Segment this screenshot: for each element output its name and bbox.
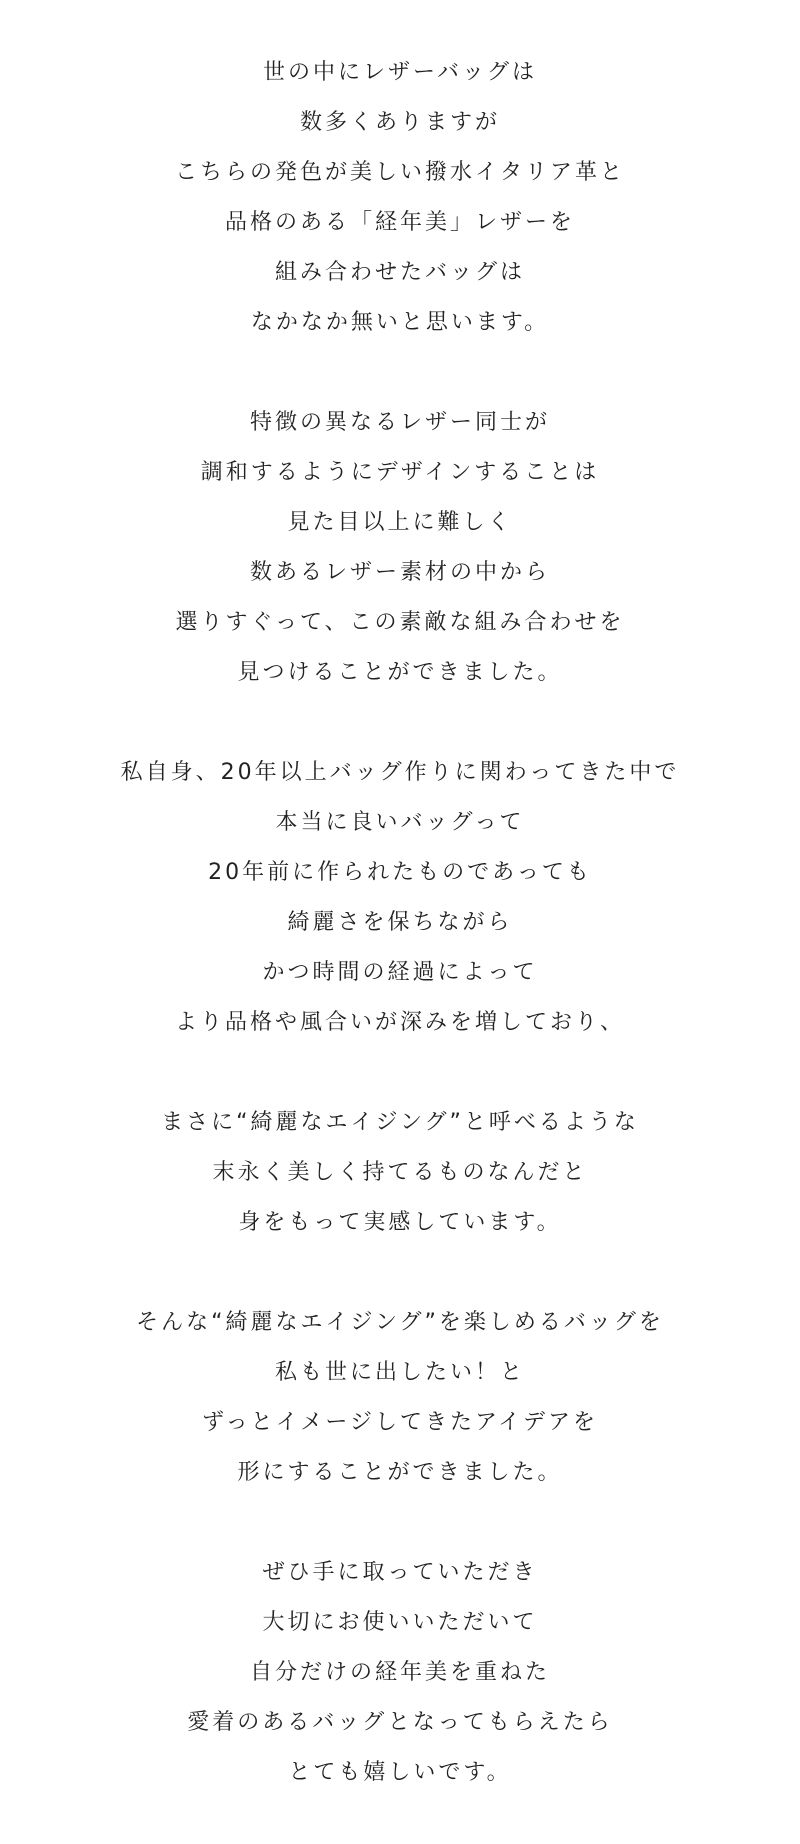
text-line: 特徴の異なるレザー同士が <box>249 410 550 435</box>
text-line: 品格のある「経年美」レザーを <box>224 210 575 235</box>
text-line: 私自身、20年以上バッグ作りに関わってきた中で <box>120 760 680 785</box>
text-line: ぜひ手に取っていただき <box>262 1560 538 1585</box>
text-line: こちらの発色が美しい撥水イタリア革と <box>174 160 625 185</box>
text-line: 組み合わせたバッグは <box>274 260 525 285</box>
text-line: 世の中にレザーバッグは <box>263 60 537 85</box>
text-line: 調和するようにデザインすることは <box>200 460 600 485</box>
text-line: 愛着のあるバッグとなってもらえたら <box>187 1710 613 1735</box>
text-line: 数多くありますが <box>299 110 500 135</box>
text-line: 見つけることができました。 <box>237 660 563 685</box>
text-line: かつ時間の経過によって <box>262 960 538 985</box>
text-line: 綺麗さを保ちながら <box>287 910 513 935</box>
text-line: 大切にお使いいただいて <box>262 1610 538 1635</box>
text-line: まさに“綺麗なエイジング”と呼べるような <box>161 1110 639 1135</box>
text-line: 20年前に作られたものであっても <box>208 860 592 885</box>
text-line: 私も世に出したい！と <box>274 1360 525 1385</box>
text-line: より品格や風合いが深みを増しており、 <box>174 1010 625 1035</box>
text-line: 見た目以上に難しく <box>287 510 513 535</box>
text-line: 数あるレザー素材の中から <box>249 560 550 585</box>
text-line: ずっとイメージしてきたアイデアを <box>201 1410 599 1435</box>
text-line: 選りすぐって、この素敵な組み合わせを <box>175 610 625 635</box>
text-line: 形にすることができました。 <box>237 1460 563 1485</box>
text-line: なかなか無いと思います。 <box>250 310 550 335</box>
text-line: 末永く美しく持てるものなんだと <box>212 1160 588 1185</box>
text-line: とても嬉しいです。 <box>288 1760 512 1785</box>
text-line: そんな“綺麗なエイジング”を楽しめるバッグを <box>136 1310 664 1335</box>
text-line: 本当に良いバッグって <box>275 810 525 835</box>
text-line: 自分だけの経年美を重ねた <box>249 1660 550 1685</box>
text-line: 身をもって実感しています。 <box>238 1210 562 1235</box>
